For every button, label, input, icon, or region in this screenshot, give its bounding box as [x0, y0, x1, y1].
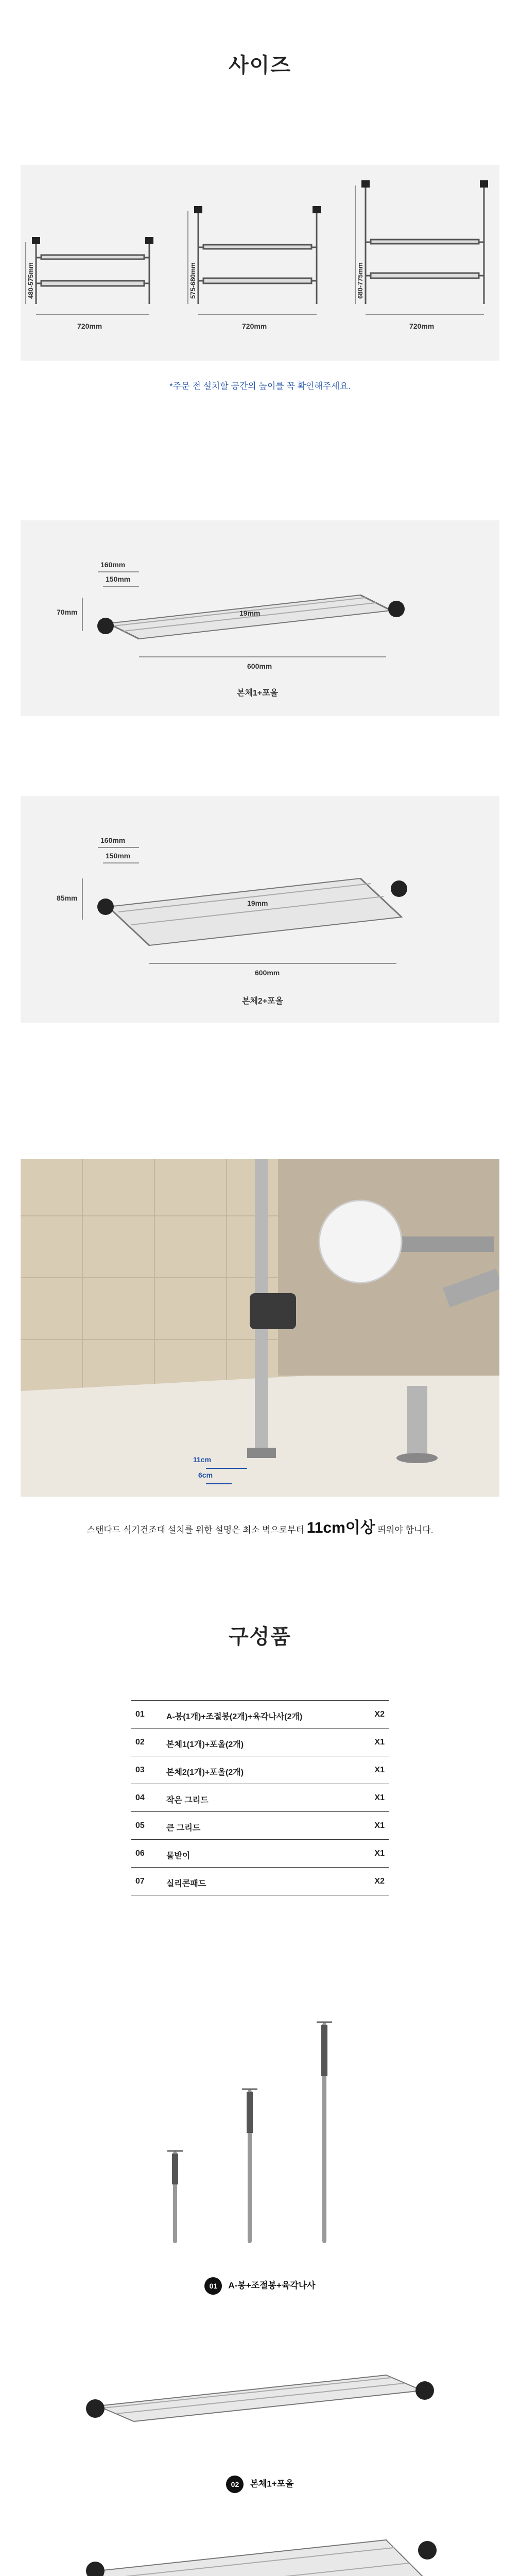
table-row: 03 본체2(1개)+포올(2개) X1 — [131, 1756, 389, 1784]
table-row: 06 물받이 X1 — [131, 1840, 389, 1868]
install-caption-strong: 11cm이상 — [306, 1519, 375, 1536]
size-title: 사이즈 — [229, 54, 291, 77]
size-diagram-panel — [21, 165, 499, 361]
body2-product-illustration — [0, 2530, 520, 2576]
part-number-badge: 02 — [226, 2476, 244, 2493]
size-notice: *주문 전 설치할 공간의 높이를 꼭 확인해주세요. — [169, 381, 351, 391]
table-row: 04 작은 그리드 X1 — [131, 1784, 389, 1812]
table-row: 07 실리콘패드 X2 — [131, 1868, 389, 1895]
install-caption — [0, 1515, 520, 1537]
rack3-width: 720mm — [409, 322, 435, 330]
part-label-02: 02 본체1+포올 — [0, 2476, 520, 2493]
body1-label: 본체1+포올 — [237, 689, 279, 698]
components-table — [131, 1700, 389, 1895]
body2-label: 본체2+포올 — [242, 997, 284, 1006]
rack-size-diagram — [21, 165, 499, 361]
body1-depth-inner: 150mm — [106, 575, 131, 583]
body2-depth-outer: 160mm — [100, 836, 126, 844]
install-caption-post: 띄워야 합니다. — [375, 1525, 434, 1535]
rack1-height: 480-575mm — [27, 262, 34, 299]
body2-width: 600mm — [255, 969, 280, 977]
body1-width: 600mm — [247, 662, 272, 670]
table-row: 02 본체1(1개)+포올(2개) X1 — [131, 1728, 389, 1756]
body2-diagram-panel — [21, 796, 499, 1023]
rack2-height: 575-680mm — [189, 262, 197, 299]
body2-bar: 19mm — [247, 899, 268, 907]
installation-photo-illustration — [21, 1159, 499, 1497]
body2-diagram — [21, 796, 499, 1023]
body1-diagram-panel — [21, 520, 499, 716]
body2-height: 85mm — [57, 894, 78, 902]
wall-distance-measure: 11cm — [193, 1455, 212, 1464]
body1-height: 70mm — [57, 608, 78, 616]
rack2-width: 720mm — [242, 322, 267, 330]
rack3-height: 680-775mm — [356, 262, 364, 299]
install-caption-pre: 스탠다드 식기건조대 설치를 위한 설명은 최소 벽으로부터 — [86, 1525, 307, 1535]
table-row: 05 큰 그리드 X1 — [131, 1812, 389, 1840]
table-row: 01 A-봉(1개)+조절봉(2개)+육각나사(2개) X2 — [131, 1701, 389, 1728]
components-title: 구성품 — [229, 1625, 291, 1648]
body2-depth-inner: 150mm — [106, 852, 131, 860]
part-label-01: 01 A-봉+조절봉+육각나사 — [0, 2277, 520, 2295]
pole-distance-measure: 6cm — [198, 1471, 213, 1479]
body1-depth-outer: 160mm — [100, 561, 126, 569]
body1-product-illustration — [0, 2349, 520, 2452]
rack1-width: 720mm — [77, 322, 102, 330]
poles-illustration — [0, 1999, 520, 2246]
body1-bar: 19mm — [239, 609, 261, 617]
part-number-badge: 01 — [204, 2277, 222, 2295]
installation-photo — [21, 1159, 499, 1497]
